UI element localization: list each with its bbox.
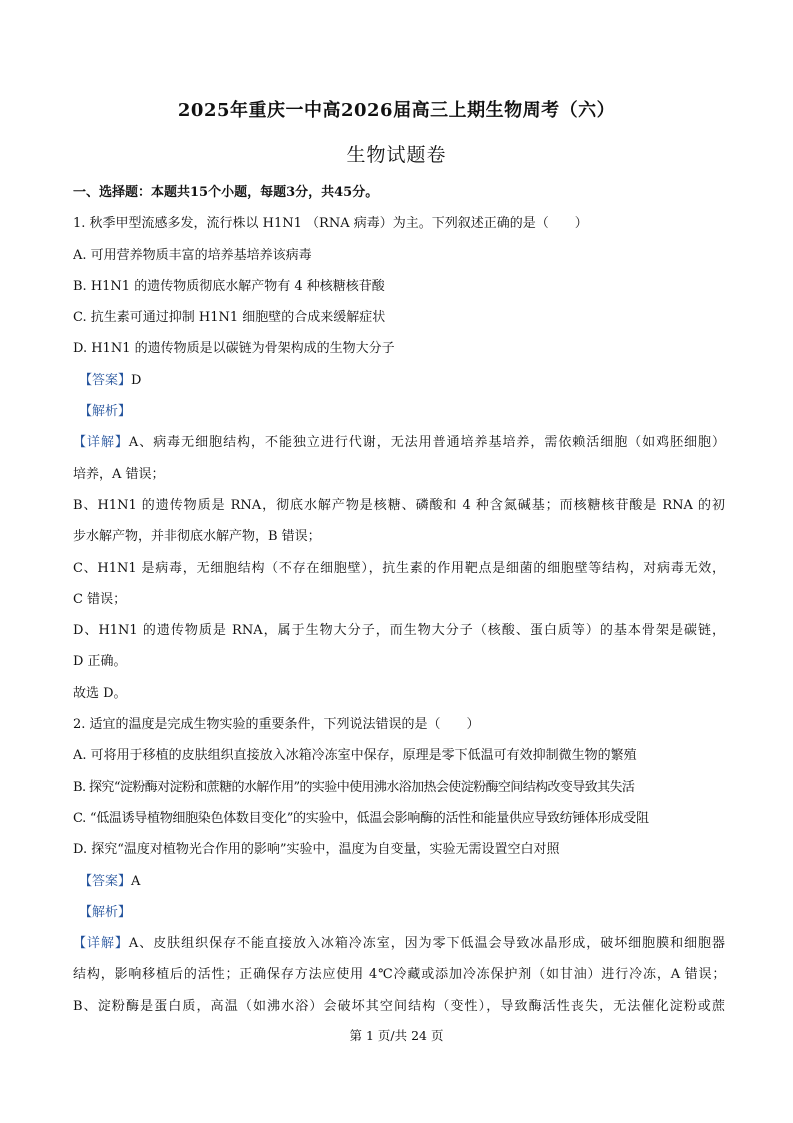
question-2-explanation-line: B、淀粉酶是蛋白质，高温（如沸水浴）会破坏其空间结构（变性），导致酶活性丧失，无法催化淀粉或蔗	[73, 998, 725, 1014]
question-2-explanation-line: 结构，影响移植后的活性；正确保存方法应使用 4℃冷藏或添加冷冻保护剂（如甘油）进行冷冻，A 错误；	[73, 967, 725, 983]
question-1-option-a: A. 可用营养物质丰富的培养基培养该病毒	[73, 247, 312, 263]
detail-tag: 【详解】	[73, 936, 129, 952]
explanation-text: A、病毒无细胞结构，不能独立进行代谢，无法用普通培养基培养，需依赖活细胞（如鸡胚细胞）	[128, 435, 725, 451]
question-1-explanation-line: C 错误；	[73, 591, 127, 607]
exam-subtitle: 生物试题卷	[346, 144, 447, 166]
question-1-analysis-line	[73, 396, 725, 427]
question-2-stem: 2. 适宜的温度是完成生物实验的重要条件，下列说法错误的是（ ）	[73, 717, 480, 733]
exam-title: 2025年重庆一中高2026届高三上期生物周考（六）	[177, 100, 616, 121]
question-1-stem: 1. 秋季甲型流感多发，流行株以 H1N1 （RNA 病毒）为主。下列叙述正确的是（ ）	[73, 216, 588, 232]
detail-tag: 【详解】	[73, 435, 129, 451]
question-1-explanation-line: 步水解产物，并非彻底水解产物，B 错误；	[73, 529, 321, 545]
explanation-text: A、皮肤组织保存不能直接放入冰箱冷冻室，因为零下低温会导致冰晶形成，破坏细胞膜和细胞器	[128, 936, 725, 952]
question-1-conclusion: 故选 D。	[73, 685, 127, 701]
question-1-explanation-line: B、H1N1 的遗传物质是 RNA，彻底水解产物是核糖、磷酸和 4 种含氮碱基；而核糖核苷酸是 RNA 的初	[73, 497, 725, 513]
question-1-option-b: B. H1N1 的遗传物质彻底水解产物有 4 种核糖核苷酸	[73, 278, 385, 294]
question-1-answer: D	[131, 372, 142, 388]
question-1-explanation-line: D、H1N1 的遗传物质是 RNA，属于生物大分子，而生物大分子（核酸、蛋白质等）的基本骨架是碳链，	[73, 623, 725, 639]
question-2-answer-line	[73, 866, 725, 897]
question-1-option-d: D. H1N1 的遗传物质是以碳链为骨架构成的生物大分子	[73, 341, 395, 357]
question-2-analysis-line	[73, 897, 725, 928]
question-1-explanation-line	[73, 427, 725, 458]
question-2-option-a: A. 可将用于移植的皮肤组织直接放入冰箱冷冻室中保存，原理是零下低温可有效抑制微生物的繁殖	[73, 748, 637, 764]
answer-tag: 【答案】	[79, 372, 132, 388]
page-body	[73, 177, 725, 1022]
question-2-option-c: C. “低温诱导植物细胞染色体数目变化”的实验中，低温会影响酶的活性和能量供应导致纺锤体形成受阻	[73, 810, 649, 826]
question-2-option-d: D. 探究“温度对植物光合作用的影响”实验中，温度为自变量，实验无需设置空白对照	[73, 842, 560, 858]
question-1-answer-line	[73, 365, 725, 396]
question-1-explanation-line: 培养，A 错误；	[73, 466, 165, 482]
analysis-tag: 【解析】	[79, 904, 132, 920]
analysis-tag: 【解析】	[79, 404, 132, 420]
answer-tag: 【答案】	[79, 873, 132, 889]
question-2-answer: A	[131, 873, 141, 889]
question-1-explanation-line: C、H1N1 是病毒，无细胞结构（不存在细胞壁），抗生素的作用靶点是细菌的细胞壁等结构，对病毒无效，	[73, 560, 725, 576]
question-2-explanation-line	[73, 928, 725, 959]
page-number: 第 1 页/共 24 页	[349, 1028, 444, 1043]
question-1-option-c: C. 抗生素可通过抑制 H1N1 细胞壁的合成来缓解症状	[73, 310, 386, 326]
question-1-explanation-line: D 正确。	[73, 654, 127, 670]
section-heading: 一、选择题：本题共15个小题，每题3分，共45分。	[73, 185, 379, 200]
question-2-option-b: B. 探究“淀粉酶对淀粉和蔗糖的水解作用”的实验中使用沸水浴加热会使淀粉酶空间结构改变导致其失活	[73, 779, 635, 795]
